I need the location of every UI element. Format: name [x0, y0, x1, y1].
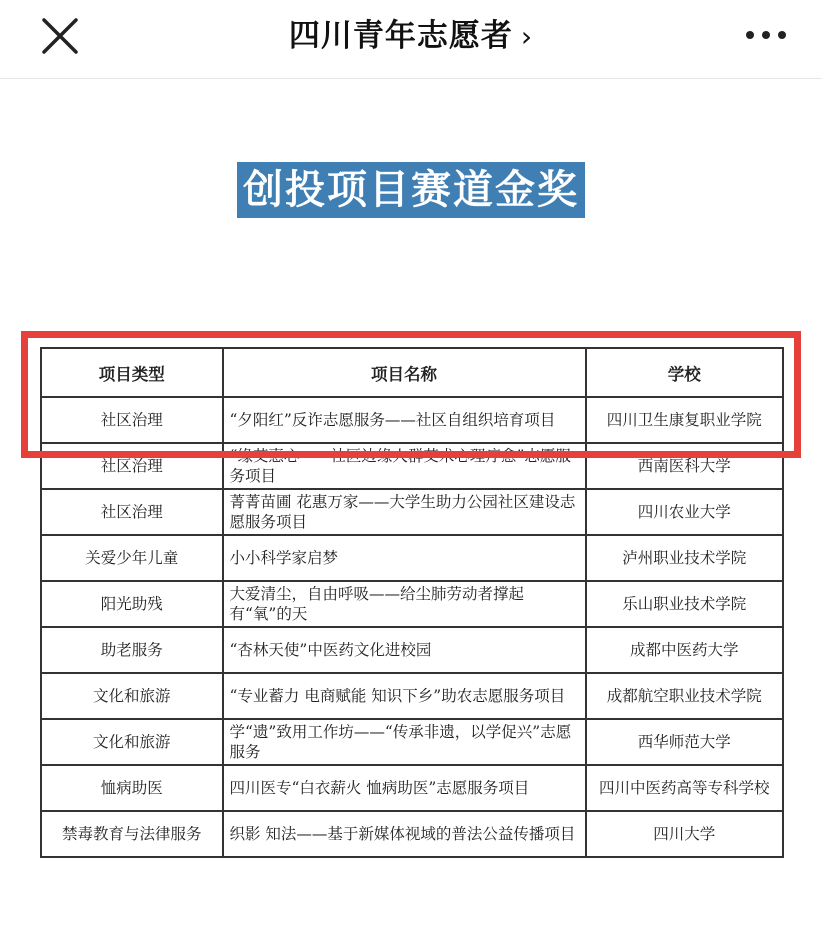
account-title: 四川青年志愿者 — [288, 18, 513, 54]
project-type-cell: 文化和旅游 — [41, 673, 223, 719]
project-type-cell: 社区治理 — [41, 489, 223, 535]
chevron-right-icon: › — [520, 20, 534, 53]
school-cell: 西南医科大学 — [586, 443, 783, 489]
project-type-cell: 禁毒教育与法律服务 — [41, 811, 223, 857]
table-row — [41, 765, 783, 811]
project-name-text: 小小科学家启梦 — [229, 549, 339, 567]
school-cell: 四川农业大学 — [586, 489, 783, 535]
project-name-text: “夕阳红”反诈志愿服务——社区自组织培育项目 — [229, 411, 556, 429]
account-title-link[interactable] — [0, 0, 822, 72]
project-type-cell: 阳光助残 — [41, 581, 223, 627]
project-name-cell — [223, 719, 586, 765]
school-cell: 西华师范大学 — [586, 719, 783, 765]
table-row — [41, 673, 783, 719]
project-name-text: 大爱清尘，自由呼吸——给尘肺劳动者撑起有“氧”的天 — [229, 585, 525, 623]
project-name-text: 菁菁苗圃 花惠万家——大学生助力公园社区建设志愿服务项目 — [229, 493, 576, 531]
project-name-cell — [223, 489, 586, 535]
project-type-cell: 关爱少年儿童 — [41, 535, 223, 581]
column-header-type: 项目类型 — [41, 348, 223, 397]
project-name-cell — [223, 673, 586, 719]
project-name-text: “缘艾惠心——社区边缘人群艾术心理疗愈”志愿服务项目 — [229, 447, 571, 485]
table-row — [41, 489, 783, 535]
table-row — [41, 535, 783, 581]
school-cell: 乐山职业技术学院 — [586, 581, 783, 627]
project-type-cell: 恤病助医 — [41, 765, 223, 811]
table-row — [41, 581, 783, 627]
more-icon[interactable] — [744, 27, 788, 43]
project-name-cell — [223, 627, 586, 673]
school-cell: 四川中医药高等专科学校 — [586, 765, 783, 811]
project-type-cell: 文化和旅游 — [41, 719, 223, 765]
project-name-cell — [223, 535, 586, 581]
top-bar — [0, 0, 822, 79]
project-type-cell: 社区治理 — [41, 397, 223, 443]
awards-table — [40, 347, 784, 858]
column-header-school: 学校 — [586, 348, 783, 397]
project-name-cell — [223, 397, 586, 443]
project-name-cell — [223, 811, 586, 857]
column-header-name: 项目名称 — [223, 348, 586, 397]
school-cell: 四川卫生康复职业学院 — [586, 397, 783, 443]
project-name-text: “专业蓄力 电商赋能 知识下乡”助农志愿服务项目 — [229, 687, 566, 705]
table-row — [41, 811, 783, 857]
table-header-row — [41, 348, 783, 397]
project-name-text: “杏林天使”中医药文化进校园 — [229, 641, 432, 659]
table-row — [41, 397, 783, 443]
section-heading: 创投项目赛道金奖 — [237, 162, 585, 218]
project-type-cell: 社区治理 — [41, 443, 223, 489]
project-name-cell — [223, 443, 586, 489]
project-name-cell — [223, 765, 586, 811]
table-row — [41, 627, 783, 673]
school-cell: 成都中医药大学 — [586, 627, 783, 673]
school-cell: 四川大学 — [586, 811, 783, 857]
project-name-text: 四川医专“白衣薪火 恤病助医”志愿服务项目 — [229, 779, 530, 797]
heading-wrapper — [0, 162, 822, 218]
project-type-cell: 助老服务 — [41, 627, 223, 673]
table-row — [41, 719, 783, 765]
table-row — [41, 443, 783, 489]
project-name-text: 织影 知法——基于新媒体视域的普法公益传播项目 — [229, 825, 576, 843]
school-cell: 成都航空职业技术学院 — [586, 673, 783, 719]
project-name-cell — [223, 581, 586, 627]
project-name-text: 学“遗”致用工作坊——“传承非遗，以学促兴”志愿服务 — [229, 723, 572, 761]
school-cell: 泸州职业技术学院 — [586, 535, 783, 581]
